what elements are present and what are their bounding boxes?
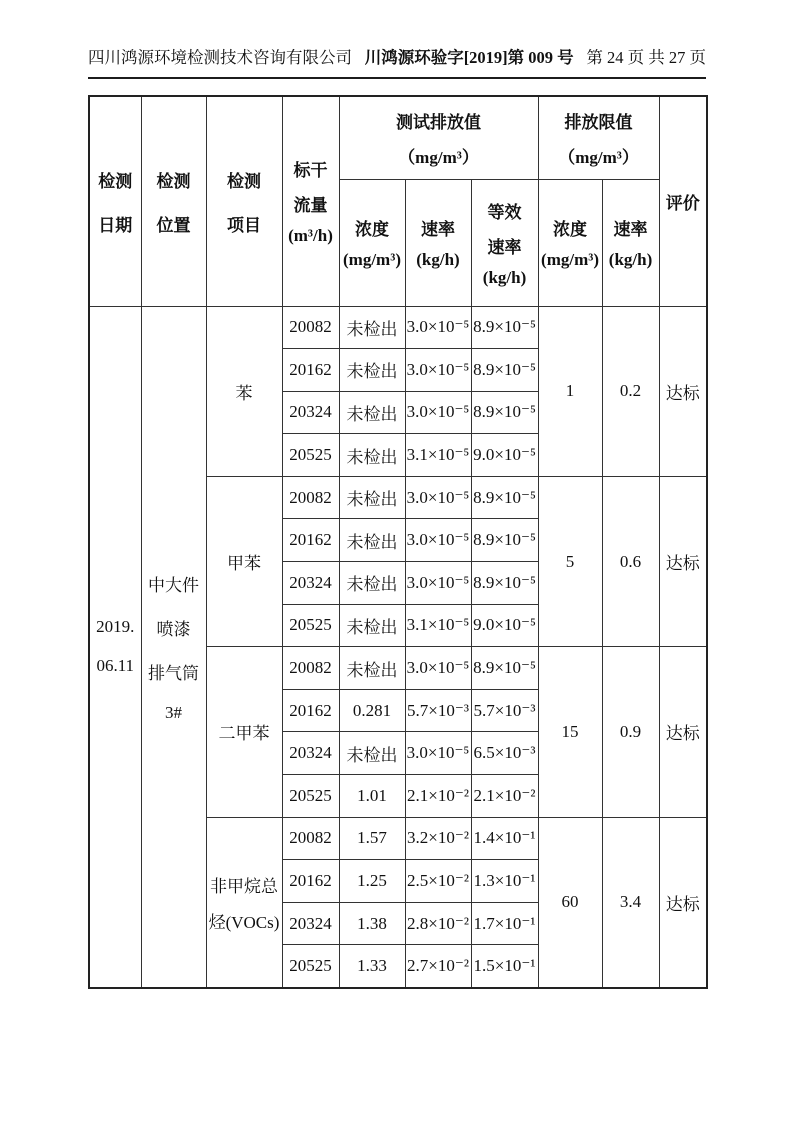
rate-cell: 5.7×10⁻³ bbox=[405, 689, 471, 732]
company-name: 四川鸿源环境检测技术咨询有限公司 bbox=[88, 48, 352, 67]
equivalent-rate-cell: 9.0×10⁻⁵ bbox=[471, 604, 538, 647]
rate-cell: 3.0×10⁻⁵ bbox=[405, 391, 471, 434]
evaluation-cell: 达标 bbox=[659, 817, 707, 987]
header-equivalent-rate: 等效 速率 (kg/h) bbox=[471, 179, 538, 306]
rate-cell: 2.1×10⁻² bbox=[405, 775, 471, 818]
concentration-cell: 1.33 bbox=[339, 945, 405, 988]
equivalent-rate-cell: 8.9×10⁻⁵ bbox=[471, 349, 538, 392]
header-evaluation: 评价 bbox=[659, 96, 707, 306]
rate-cell: 3.0×10⁻⁵ bbox=[405, 732, 471, 775]
flow-cell: 20082 bbox=[282, 476, 339, 519]
limit-concentration-cell: 1 bbox=[538, 306, 602, 476]
equivalent-rate-cell: 1.7×10⁻¹ bbox=[471, 902, 538, 945]
concentration-cell: 未检出 bbox=[339, 434, 405, 477]
equivalent-rate-cell: 1.3×10⁻¹ bbox=[471, 860, 538, 903]
limit-rate-cell: 3.4 bbox=[602, 817, 659, 987]
evaluation-cell: 达标 bbox=[659, 647, 707, 817]
item-cell: 二甲苯 bbox=[206, 647, 282, 817]
limit-rate-cell: 0.6 bbox=[602, 476, 659, 646]
table-row bbox=[89, 306, 707, 349]
equivalent-rate-cell: 8.9×10⁻⁵ bbox=[471, 519, 538, 562]
flow-cell: 20324 bbox=[282, 902, 339, 945]
equivalent-rate-cell: 6.5×10⁻³ bbox=[471, 732, 538, 775]
concentration-cell: 未检出 bbox=[339, 647, 405, 690]
concentration-cell: 未检出 bbox=[339, 349, 405, 392]
flow-cell: 20162 bbox=[282, 860, 339, 903]
flow-cell: 20082 bbox=[282, 306, 339, 349]
limit-rate-cell: 0.2 bbox=[602, 306, 659, 476]
flow-cell: 20162 bbox=[282, 519, 339, 562]
evaluation-cell: 达标 bbox=[659, 306, 707, 476]
concentration-cell: 未检出 bbox=[339, 306, 405, 349]
header-row-1 bbox=[89, 96, 707, 179]
rate-cell: 2.8×10⁻² bbox=[405, 902, 471, 945]
evaluation-cell: 达标 bbox=[659, 476, 707, 646]
rate-cell: 3.1×10⁻⁵ bbox=[405, 604, 471, 647]
header-test-date: 检测 日期 bbox=[89, 96, 141, 306]
concentration-cell: 未检出 bbox=[339, 391, 405, 434]
header-rate: 速率 (kg/h) bbox=[405, 179, 471, 306]
equivalent-rate-cell: 8.9×10⁻⁵ bbox=[471, 391, 538, 434]
limit-concentration-cell: 60 bbox=[538, 817, 602, 987]
page-number-label: 第 24 页 共 27 页 bbox=[586, 48, 706, 67]
header-concentration: 浓度 (mg/m³) bbox=[339, 179, 405, 306]
flow-cell: 20324 bbox=[282, 562, 339, 605]
flow-cell: 20324 bbox=[282, 391, 339, 434]
flow-cell: 20162 bbox=[282, 689, 339, 732]
equivalent-rate-cell: 8.9×10⁻⁵ bbox=[471, 476, 538, 519]
header-test-location: 检测 位置 bbox=[141, 96, 206, 306]
flow-cell: 20525 bbox=[282, 434, 339, 477]
header-test-item: 检测 项目 bbox=[206, 96, 282, 306]
concentration-cell: 1.57 bbox=[339, 817, 405, 860]
flow-cell: 20162 bbox=[282, 349, 339, 392]
rate-cell: 3.2×10⁻² bbox=[405, 817, 471, 860]
concentration-cell: 未检出 bbox=[339, 476, 405, 519]
limit-rate-cell: 0.9 bbox=[602, 647, 659, 817]
concentration-cell: 未检出 bbox=[339, 732, 405, 775]
rate-cell: 2.7×10⁻² bbox=[405, 945, 471, 988]
rate-cell: 3.0×10⁻⁵ bbox=[405, 519, 471, 562]
test-location-cell: 中大件 喷漆 排气筒 3# bbox=[141, 306, 206, 988]
flow-cell: 20324 bbox=[282, 732, 339, 775]
item-cell: 非甲烷总 烃(VOCs) bbox=[206, 817, 282, 987]
concentration-cell: 未检出 bbox=[339, 562, 405, 605]
equivalent-rate-cell: 1.4×10⁻¹ bbox=[471, 817, 538, 860]
item-cell: 苯 bbox=[206, 306, 282, 476]
header-limit-rate: 速率 (kg/h) bbox=[602, 179, 659, 306]
emission-test-table bbox=[88, 95, 708, 989]
equivalent-rate-cell: 5.7×10⁻³ bbox=[471, 689, 538, 732]
header-limit-concentration: 浓度 (mg/m³) bbox=[538, 179, 602, 306]
flow-cell: 20525 bbox=[282, 945, 339, 988]
rate-cell: 3.0×10⁻⁵ bbox=[405, 306, 471, 349]
equivalent-rate-cell: 9.0×10⁻⁵ bbox=[471, 434, 538, 477]
concentration-cell: 1.25 bbox=[339, 860, 405, 903]
rate-cell: 3.0×10⁻⁵ bbox=[405, 349, 471, 392]
concentration-cell: 未检出 bbox=[339, 519, 405, 562]
rate-cell: 3.0×10⁻⁵ bbox=[405, 562, 471, 605]
equivalent-rate-cell: 8.9×10⁻⁵ bbox=[471, 647, 538, 690]
equivalent-rate-cell: 2.1×10⁻² bbox=[471, 775, 538, 818]
flow-cell: 20082 bbox=[282, 817, 339, 860]
flow-cell: 20525 bbox=[282, 775, 339, 818]
equivalent-rate-cell: 8.9×10⁻⁵ bbox=[471, 562, 538, 605]
rate-cell: 3.0×10⁻⁵ bbox=[405, 647, 471, 690]
page-header bbox=[88, 44, 706, 79]
header-test-emission-group: 测试排放值 （mg/m³） bbox=[339, 96, 538, 179]
concentration-cell: 未检出 bbox=[339, 604, 405, 647]
concentration-cell: 1.01 bbox=[339, 775, 405, 818]
header-emission-limit-group: 排放限值 （mg/m³） bbox=[538, 96, 659, 179]
equivalent-rate-cell: 1.5×10⁻¹ bbox=[471, 945, 538, 988]
rate-cell: 3.0×10⁻⁵ bbox=[405, 476, 471, 519]
limit-concentration-cell: 15 bbox=[538, 647, 602, 817]
concentration-cell: 0.281 bbox=[339, 689, 405, 732]
rate-cell: 3.1×10⁻⁵ bbox=[405, 434, 471, 477]
concentration-cell: 1.38 bbox=[339, 902, 405, 945]
equivalent-rate-cell: 8.9×10⁻⁵ bbox=[471, 306, 538, 349]
item-cell: 甲苯 bbox=[206, 476, 282, 646]
header-standard-flow: 标干 流量 (m³/h) bbox=[282, 96, 339, 306]
flow-cell: 20082 bbox=[282, 647, 339, 690]
rate-cell: 2.5×10⁻² bbox=[405, 860, 471, 903]
flow-cell: 20525 bbox=[282, 604, 339, 647]
document-number: 川鸿源环验字[2019]第 009 号 bbox=[364, 48, 574, 67]
limit-concentration-cell: 5 bbox=[538, 476, 602, 646]
test-date-cell: 2019. 06.11 bbox=[89, 306, 141, 988]
